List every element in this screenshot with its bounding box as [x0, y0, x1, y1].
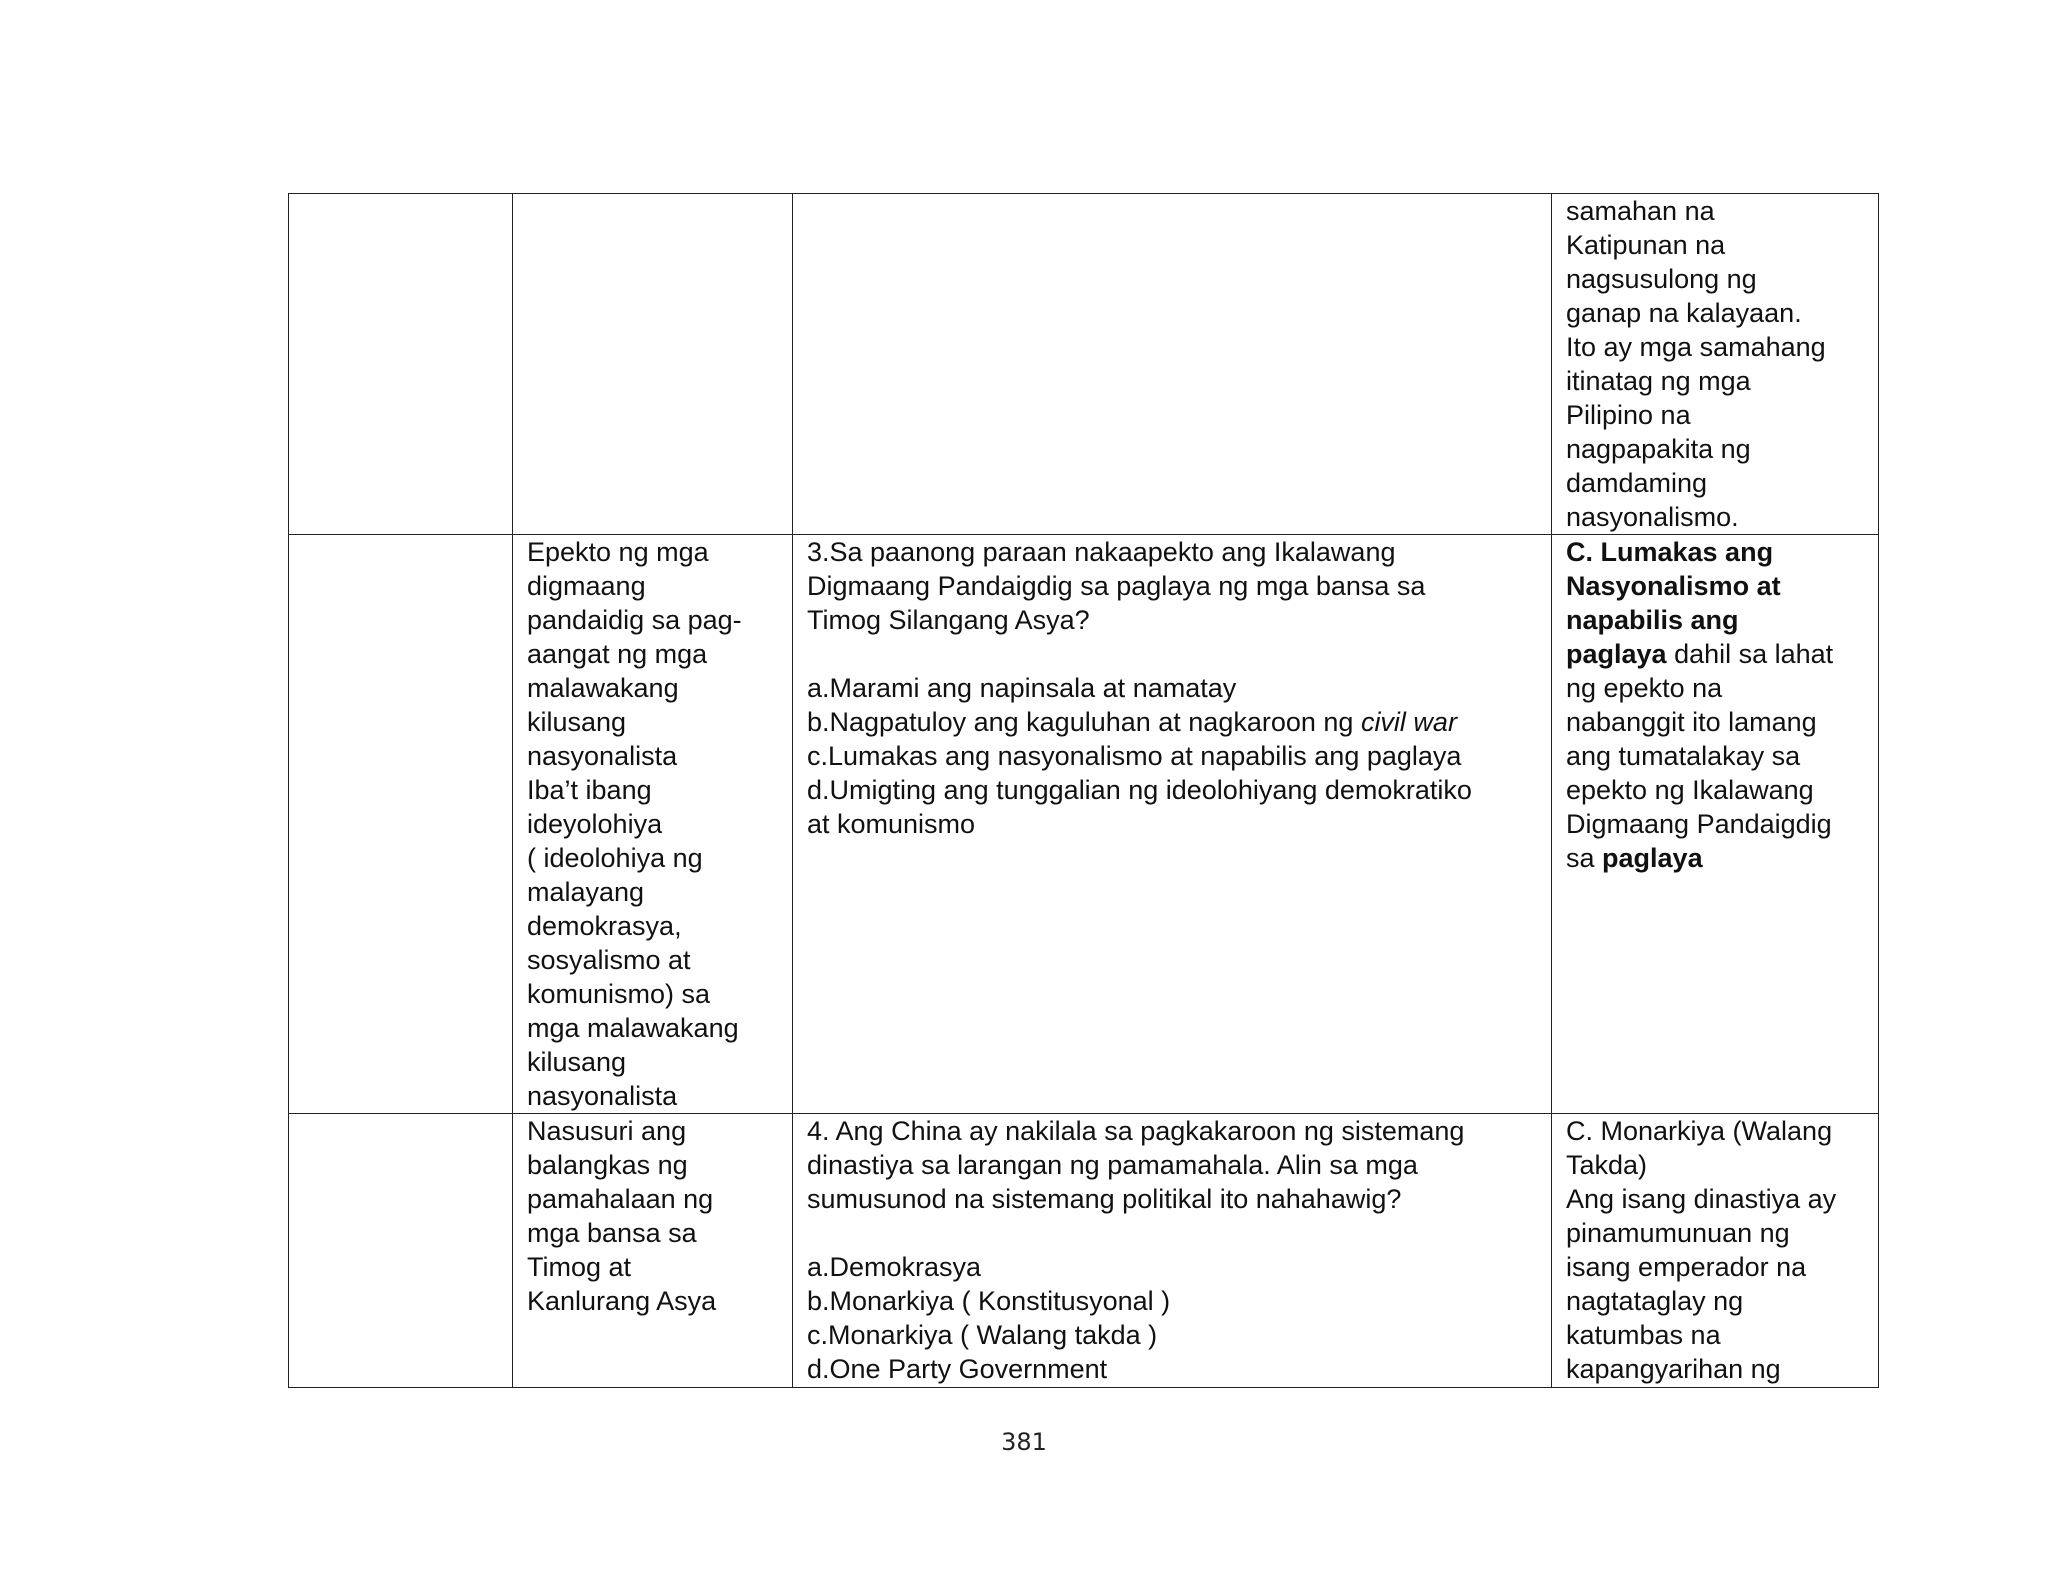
option-d: d.One Party Government: [807, 1354, 1108, 1384]
competency-cell: Nasusuri ang balangkas ng pamahalaan ng mga bansa sa Timog at Kanlurang Asya: [513, 1114, 793, 1388]
table-row: [289, 535, 1879, 1114]
competency-cell: [513, 194, 793, 535]
option-d: d.Umigting ang tunggalian ng ideolohiyang demokratiko at komunismo: [807, 775, 1472, 839]
empty-cell: [289, 194, 513, 535]
option-a: a.Demokrasya: [807, 1252, 982, 1282]
answer-cell: [1552, 535, 1879, 1114]
answer-body: dahil sa lahat ng epekto na nabanggit ito lamang ang tumatalakay sa epekto ng Ikalawang Digmaang Pandaigdig sa: [1566, 639, 1834, 873]
question-text: 4. Ang China ay nakilala sa pagkakaroon ng sistemang dinastiya sa larangan ng pamamahala. Alin sa mga sumusunod na sistemang politikal ito nahahawig?: [807, 1116, 1465, 1214]
question-cell: [793, 1114, 1552, 1388]
option-b-text: b.Nagpatuloy ang kaguluhan at nagkaroon ng: [807, 707, 1361, 737]
option-c: c.Lumakas ang nasyonalismo at napabilis ang paglaya: [807, 741, 1462, 771]
option-c: c.Monarkiya ( Walang takda ): [807, 1320, 1158, 1350]
table-row: [289, 1114, 1879, 1388]
competency-cell: Epekto ng mga digmaang pandaidig sa pag- aangat ng mga malawakang kilusang nasyonalista Iba’t ibang ideyolohiya ( ideolohiya ng malayang demokrasya, sosyalismo at komunismo) sa mga malawakang kilusang nasyonalista: [513, 535, 793, 1114]
question-cell: [793, 194, 1552, 535]
option-b: [807, 705, 1537, 739]
page-number: 381: [1001, 1428, 1047, 1456]
answer-bold-lead: C. Lumakas ang Nasyonalismo at napabilis ang paglaya: [1566, 537, 1781, 669]
option-b-italic: civil war: [1360, 707, 1457, 737]
option-a: a.Marami ang napinsala at namatay: [807, 673, 1237, 703]
answer-cell: samahan na Katipunan na nagsusulong ng ganap na kalayaan. Ito ay mga samahang itinatag ng mga Pilipino na nagpapakita ng damdaming nasyonalismo.: [1552, 194, 1879, 535]
answer-cell: C. Monarkiya (Walang Takda) Ang isang dinastiya ay pinamumunuan ng isang emperador na nagtataglay ng katumbas na kapangyarihan ng: [1552, 1114, 1879, 1388]
option-b: b.Monarkiya ( Konstitusyonal ): [807, 1286, 1171, 1316]
table-row: [289, 194, 1879, 535]
empty-cell: [289, 535, 513, 1114]
assessment-table: [288, 193, 1879, 1388]
question-cell: [793, 535, 1552, 1114]
answer-bold-tail: paglaya: [1602, 843, 1703, 873]
question-text: 3.Sa paanong paraan nakaapekto ang Ikalawang Digmaang Pandaigdig sa paglaya ng mga bansa sa Timog Silangang Asya?: [807, 537, 1426, 635]
empty-cell: [289, 1114, 513, 1388]
